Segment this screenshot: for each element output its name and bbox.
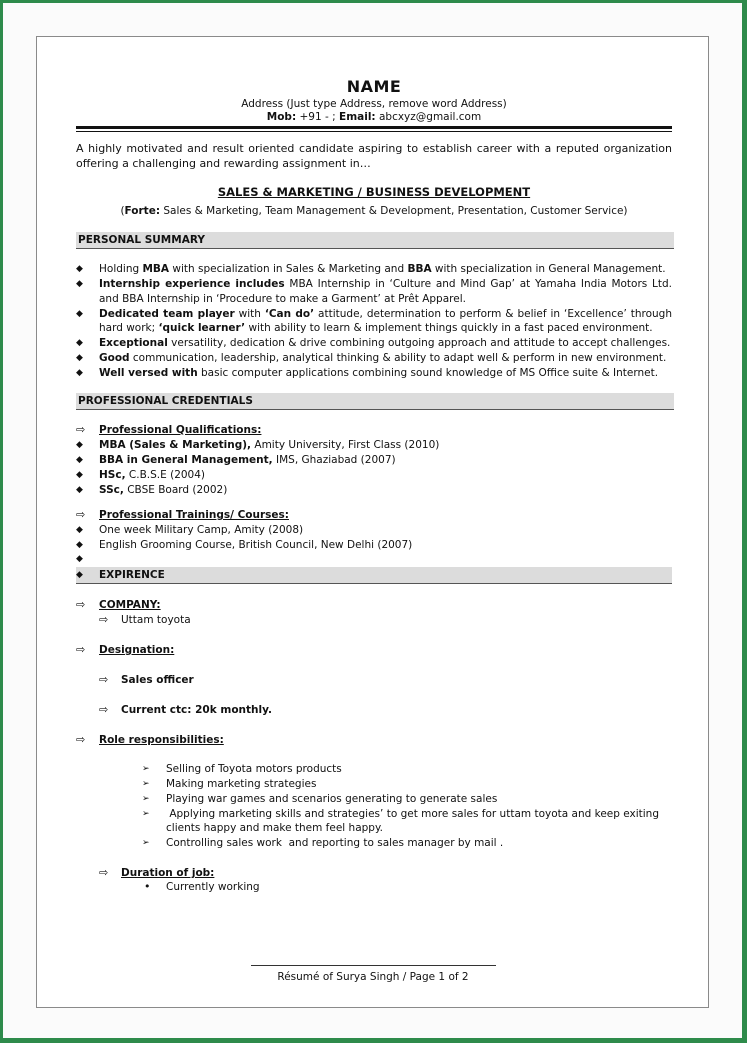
- experience-title: EXPIRENCE: [99, 569, 165, 581]
- summary-bold: Well versed with: [99, 367, 198, 379]
- role-label: Role responsibilities:: [99, 734, 224, 746]
- forte-label: Forte:: [124, 205, 161, 217]
- arrow-right-icon: ⇨: [99, 673, 109, 686]
- headline: SALES & MARKETING / BUSINESS DEVELOPMENT: [217, 185, 531, 199]
- role-text: Selling of Toyota motors products: [166, 763, 342, 775]
- qualification-degree: SSc,: [99, 484, 124, 496]
- arrow-right-icon: ⇨: [76, 733, 86, 746]
- summary-text: MBA Internship in ‘Culture and Mind Gap’ at Yamaha India Motors Ltd.: [284, 278, 672, 290]
- bullet-diamond-icon: ◆: [76, 540, 83, 550]
- chevron-right-icon: ➢: [142, 838, 150, 848]
- bullet-diamond-icon: ◆: [76, 525, 83, 535]
- qualification-detail: IMS, Ghaziabad (2007): [272, 454, 396, 466]
- mob-value: +91 - ;: [299, 111, 336, 123]
- summary-bold: ‘quick learner’: [158, 322, 246, 334]
- summary-text: versatility, dedication & drive combining outgoing approach and attitude to accept challenges.: [167, 337, 671, 349]
- qualifications-title: Professional Qualifications:: [99, 424, 262, 436]
- qualification-degree: HSc,: [99, 469, 126, 481]
- bullet-diamond-icon: ◆: [76, 338, 83, 348]
- arrow-right-icon: ⇨: [99, 613, 109, 626]
- summary-bold: BBA: [407, 263, 432, 275]
- summary-text: attitude, determination to perform & belief in ‘Excellence’ through: [314, 308, 672, 320]
- bullet-diamond-icon: ◆: [76, 309, 83, 319]
- arrow-right-icon: ⇨: [76, 508, 86, 521]
- summary-bold: ‘Can do’: [264, 308, 315, 320]
- qualification-detail: CBSE Board (2002): [123, 484, 228, 496]
- summary-text: Holding: [99, 263, 143, 275]
- objective-line-1: A highly motivated and result oriented candidate aspiring to establish career with a reputed organization: [76, 142, 672, 155]
- arrow-right-icon: ⇨: [76, 598, 86, 611]
- training-text: One week Military Camp, Amity (2008): [99, 524, 304, 536]
- header-rule-thick: [76, 126, 672, 129]
- email-value[interactable]: abcxyz@gmail.com: [378, 111, 482, 123]
- duration-label: Duration of job:: [121, 867, 215, 879]
- bullet-diamond-icon: ◆: [76, 485, 83, 495]
- bullet-diamond-icon: ◆: [76, 279, 83, 289]
- bullet-diamond-icon: ◆: [76, 368, 83, 378]
- chevron-right-icon: ➢: [142, 794, 150, 804]
- arrow-right-icon: ⇨: [99, 703, 109, 716]
- chevron-right-icon: ➢: [142, 809, 150, 819]
- chevron-right-icon: ➢: [142, 779, 150, 789]
- bullet-diamond-icon: ◆: [76, 470, 83, 480]
- summary-bold: Internship experience includes: [99, 278, 285, 290]
- role-text: Controlling sales work and reporting to sales manager by mail .: [166, 837, 504, 849]
- qualification-detail: C.B.S.E (2004): [125, 469, 206, 481]
- designation-value: Sales officer: [121, 674, 194, 686]
- bullet-diamond-icon: ◆: [76, 455, 83, 465]
- summary-text: hard work;: [99, 322, 159, 334]
- summary-bold: Good: [99, 352, 130, 364]
- role-text: clients happy and make them feel happy.: [166, 822, 384, 834]
- bullet-diamond-icon: ◆: [76, 264, 83, 274]
- bullet-diamond-icon: ◆: [76, 353, 83, 363]
- summary-text: with specialization in Sales & Marketing and: [169, 263, 408, 275]
- company-name: Uttam toyota: [121, 614, 191, 626]
- summary-text: and BBA Internship in ‘Procedure to make a Garment’ at Prêt Apparel.: [99, 293, 466, 305]
- arrow-right-icon: ⇨: [99, 866, 109, 879]
- summary-text: communication, leadership, analytical thinking & ability to adapt well & perform in new environment.: [129, 352, 667, 364]
- forte-line: [76, 205, 672, 217]
- summary-text: with specialization in General Management.: [431, 263, 666, 275]
- role-text: Playing war games and scenarios generating to generate sales: [166, 793, 498, 805]
- summary-text: with ability to learn & implement things quickly in a fast paced environment.: [245, 322, 653, 334]
- role-text: Making marketing strategies: [166, 778, 317, 790]
- mob-label: Mob:: [266, 111, 297, 123]
- section-experience: [76, 567, 672, 584]
- ctc-value: Current ctc: 20k monthly.: [121, 704, 272, 716]
- section-personal-summary: PERSONAL SUMMARY: [76, 232, 674, 249]
- bullet-dot-icon: •: [144, 880, 151, 893]
- qualification-degree: MBA (Sales & Marketing),: [99, 439, 252, 451]
- objective-line-2: offering a challenging and rewarding assignment in…: [76, 157, 371, 170]
- forte-text: Sales & Marketing, Team Management & Development, Presentation, Customer Service): [163, 205, 628, 217]
- summary-bold: Exceptional: [99, 337, 168, 349]
- designation-label: Designation:: [99, 644, 175, 656]
- summary-bold: MBA: [142, 263, 170, 275]
- training-text: English Grooming Course, British Council, New Delhi (2007): [99, 539, 413, 551]
- address-line: Address (Just type Address, remove word Address): [241, 98, 507, 110]
- bullet-diamond-icon: ◆: [76, 440, 83, 450]
- arrow-right-icon: ⇨: [76, 423, 86, 436]
- resume-page: [36, 36, 709, 1008]
- contact-line: [76, 111, 672, 123]
- footer-rule: [251, 965, 496, 966]
- bullet-diamond-icon: ◆: [76, 570, 83, 580]
- chevron-right-icon: ➢: [142, 764, 150, 774]
- company-label: COMPANY:: [99, 599, 161, 611]
- arrow-right-icon: ⇨: [76, 643, 86, 656]
- summary-text: with: [234, 308, 265, 320]
- header-rule-thin: [76, 131, 672, 132]
- qualification-detail: Amity University, First Class (2010): [251, 439, 440, 451]
- bullet-diamond-icon: ◆: [76, 554, 83, 564]
- duration-value: Currently working: [166, 881, 260, 893]
- forte-open: (: [120, 205, 125, 217]
- summary-bold: Dedicated team player: [99, 308, 235, 320]
- email-label: Email:: [339, 111, 376, 123]
- trainings-title: Professional Trainings/ Courses:: [99, 509, 289, 521]
- candidate-name: NAME: [346, 77, 402, 96]
- page-footer: Résumé of Surya Singh / Page 1 of 2: [277, 971, 469, 983]
- role-text: Applying marketing skills and strategies’ to get more sales for uttam toyota and keep exiting: [166, 808, 659, 820]
- summary-text: basic computer applications combining sound knowledge of MS Office suite & Internet.: [197, 367, 659, 379]
- section-professional-credentials: PROFESSIONAL CREDENTIALS: [76, 393, 674, 410]
- qualification-degree: BBA in General Management,: [99, 454, 273, 466]
